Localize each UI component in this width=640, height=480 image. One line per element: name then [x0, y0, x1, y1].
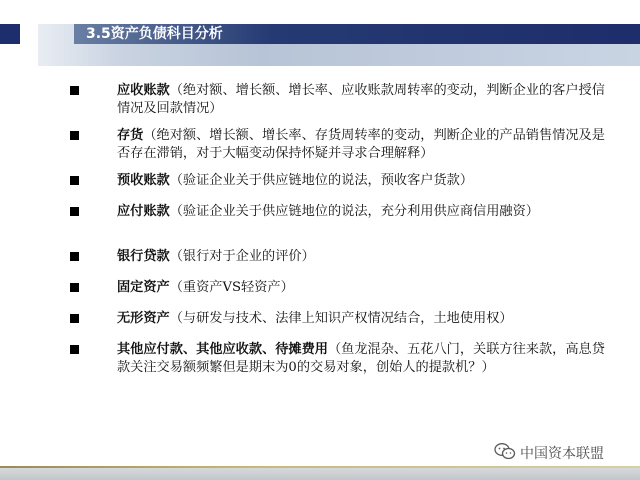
list-item	[70, 172, 610, 190]
list-item	[70, 203, 610, 239]
list-item	[70, 310, 610, 328]
bullet-list	[70, 82, 610, 395]
item-text: （验证企业关于供应链地位的说法，充分利用供应商信用融资）	[169, 204, 539, 219]
watermark-text: 中国资本联盟	[520, 446, 604, 462]
wechat-icon	[494, 442, 516, 464]
item-text: （绝对额、增长额、增长率、存货周转率的变动，判断企业的产品销售情况及是否存在滞销，对于大幅变动保持怀疑并寻求合理解释）	[117, 128, 605, 161]
item-keyword: 存货	[117, 128, 144, 143]
square-bullet-icon	[70, 345, 79, 354]
square-bullet-icon	[70, 131, 79, 140]
list-item	[70, 248, 610, 266]
item-keyword: 应收账款	[117, 83, 170, 98]
square-bullet-icon	[70, 283, 79, 292]
item-text: （重资产VS轻资产）	[169, 280, 294, 295]
watermark	[494, 442, 604, 464]
item-text: （银行对于企业的评价）	[169, 249, 315, 264]
item-text: （验证企业关于供应链地位的说法，预收客户货款）	[169, 173, 474, 188]
header-left-square	[0, 24, 20, 44]
slide-title: 3.5资产负债科目分析	[86, 26, 223, 42]
footer-strip	[0, 468, 640, 480]
item-keyword: 应付账款	[117, 204, 170, 219]
list-item	[70, 82, 610, 118]
item-text: （鱼龙混杂、五花八门，关联方往来款，高息贷款关注交易额频繁但是期末为0的交易对象，创始人的提款机？）	[117, 342, 605, 375]
square-bullet-icon	[70, 207, 79, 216]
square-bullet-icon	[70, 314, 79, 323]
square-bullet-icon	[70, 176, 79, 185]
item-keyword: 无形资产	[117, 311, 170, 326]
list-item	[70, 341, 610, 395]
list-item	[70, 127, 610, 163]
square-bullet-icon	[70, 252, 79, 261]
square-bullet-icon	[70, 86, 79, 95]
item-keyword: 预收账款	[117, 173, 170, 188]
list-item	[70, 279, 610, 297]
item-keyword: 银行贷款	[117, 249, 170, 264]
item-keyword: 固定资产	[117, 280, 170, 295]
item-text: （绝对额、增长额、增长率、应收账款周转率的变动，判断企业的客户授信情况及回款情况）	[117, 83, 605, 116]
item-keyword: 其他应付款、其他应收款、待摊费用	[117, 342, 328, 357]
item-text: （与研发与技术、法律上知识产权情况结合，土地使用权）	[169, 311, 513, 326]
